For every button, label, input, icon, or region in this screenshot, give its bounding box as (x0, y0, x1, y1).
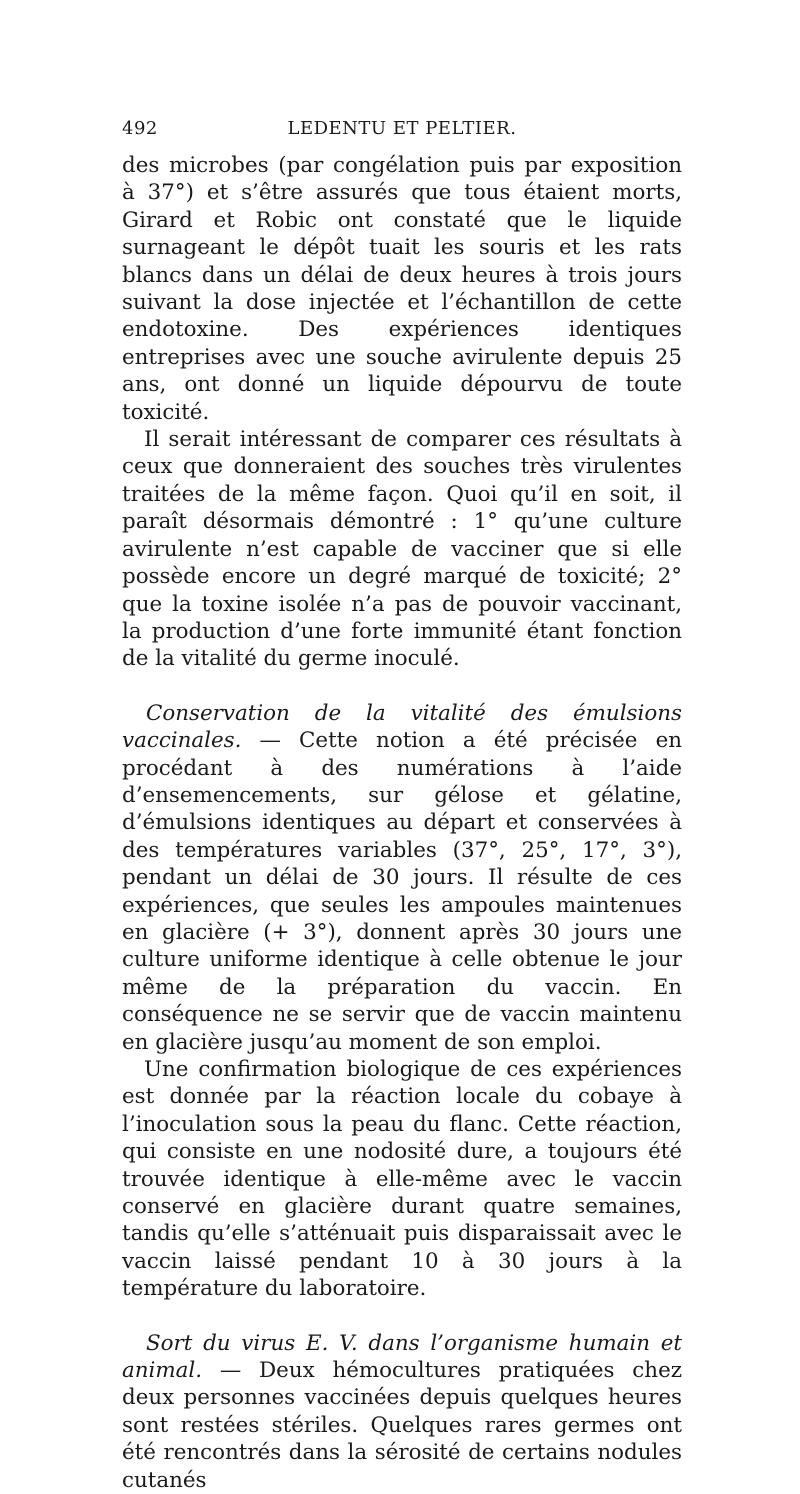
section-sort-du-virus (122, 1330, 682, 1494)
paragraph: Il serait intéressant de comparer ces résultats à ceux que donneraient des souches très virulentes traitées de la même façon. Quoi qu’il en soit, il paraît désormais démontré : 1° qu’une culture avirulente n’est capable de vacciner que si elle possède encore un degré marqué de toxicité; 2° que la toxine isolée n’a pas de pouvoir vaccinant, la production d’une forte immunité étant fonction de la vitalité du germe inoculé. (122, 427, 682, 672)
running-head: LEDENTU ET PELTIER. (287, 118, 517, 139)
section-body: — Deux hémocultures pratiquées chez deux personnes vaccinées depuis quelques heures sont restées stériles. Quelques rares germes ont été rencontrés dans la sérosité de certains nodules cutanés (122, 1358, 682, 1493)
page-number: 492 (122, 118, 158, 139)
section-title: Sort du virus E. V. dans l’organisme humain et animal. (122, 1330, 682, 1384)
section-conservation (122, 700, 682, 1056)
body-text (122, 152, 682, 1494)
paragraph-continued: des microbes (par congélation puis par exposition à 37°) et s’être assurés que tous étaient morts, Girard et Robic ont constaté que le liquide surnageant le dépôt tuait les souris et les rats blancs dans un délai de deux heures à trois jours suivant la dose injectée et l’échantillon de cette endotoxine. Des expériences identiques entreprises avec une souche avirulente depuis 25 ans, ont donné un liquide dépourvu de toute toxicité. (122, 153, 682, 425)
paragraph: Une confirmation biologique de ces expériences est donnée par la réaction locale du cobaye à l’inoculation sous la peau du flanc. Cette réaction, qui consiste en une nodosité dure, a toujours été trouvée identique à elle-même avec le vaccin conservé en glacière durant quatre semaines, tandis qu’elle s’atténuait puis disparaissait avec le vaccin laissé pendant 10 à 30 jours à la température du laboratoire. (122, 1057, 682, 1302)
section-title: Conservation de la vitalité des émulsions vaccinales. (122, 700, 682, 754)
section-body: — Cette notion a été précisée en procédant à des numérations à l’aide d’ensemencements, sur gélose et gélatine, d’émulsions identiques au départ et conservées à des températures variables (37°, 25°, 17°, 3°), pendant un délai de 30 jours. Il résulte de ces expériences, que seules les ampoules maintenues en glacière (+ 3°), donnent après 30 jours une culture uniforme identique à celle obtenue le jour même de la préparation du vaccin. En conséquence ne se servir que de vaccin maintenu en glacière jusqu’au moment de son emploi. (122, 728, 682, 1055)
